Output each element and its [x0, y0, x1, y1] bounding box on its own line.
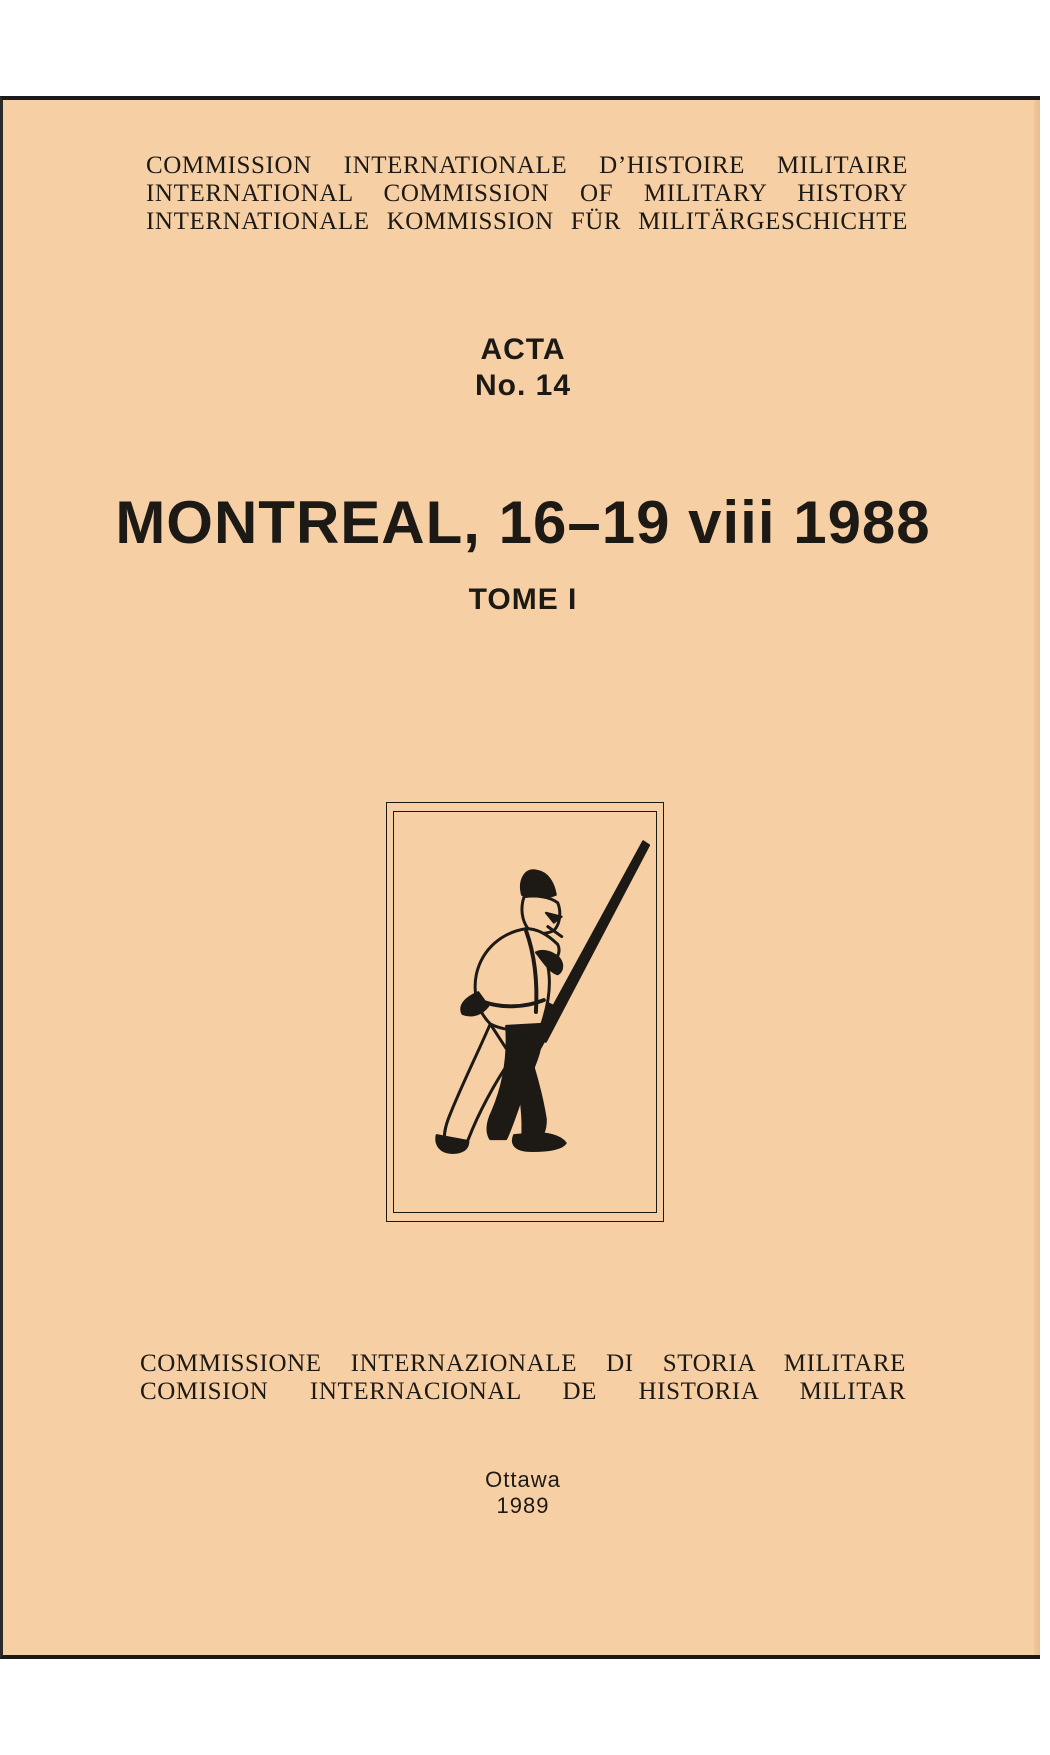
- volume-label: TOME I: [468, 583, 578, 616]
- header-line-english: INTERNATIONAL COMMISSION OF MILITARY HISTORY: [146, 180, 908, 207]
- imprint: [3, 1467, 1043, 1519]
- soldier-with-musket-icon: [387, 803, 663, 1221]
- cover-illustration: [386, 802, 664, 1222]
- header-line-german: INTERNATIONALE KOMMISSION FÜR MILITÄRGESCHICHTE: [146, 208, 908, 235]
- commission-names-header: [146, 152, 908, 236]
- header-line-french: COMMISSION INTERNATIONALE D’HISTOIRE MILITAIRE: [146, 152, 908, 179]
- imprint-place: Ottawa: [485, 1467, 561, 1492]
- footer-line-italian: COMMISSIONE INTERNAZIONALE DI STORIA MILITARE: [140, 1350, 906, 1377]
- cover-title: MONTREAL, 16–19 viii 1988: [115, 489, 931, 556]
- book-cover: [0, 96, 1040, 1659]
- series-block: [3, 332, 1043, 404]
- commission-names-footer: [140, 1350, 906, 1406]
- imprint-year: 1989: [496, 1493, 550, 1518]
- series-number: No. 14: [474, 369, 572, 402]
- series-name: ACTA: [480, 333, 566, 366]
- footer-line-spanish: COMISION INTERNACIONAL DE HISTORIA MILITAR: [140, 1378, 906, 1405]
